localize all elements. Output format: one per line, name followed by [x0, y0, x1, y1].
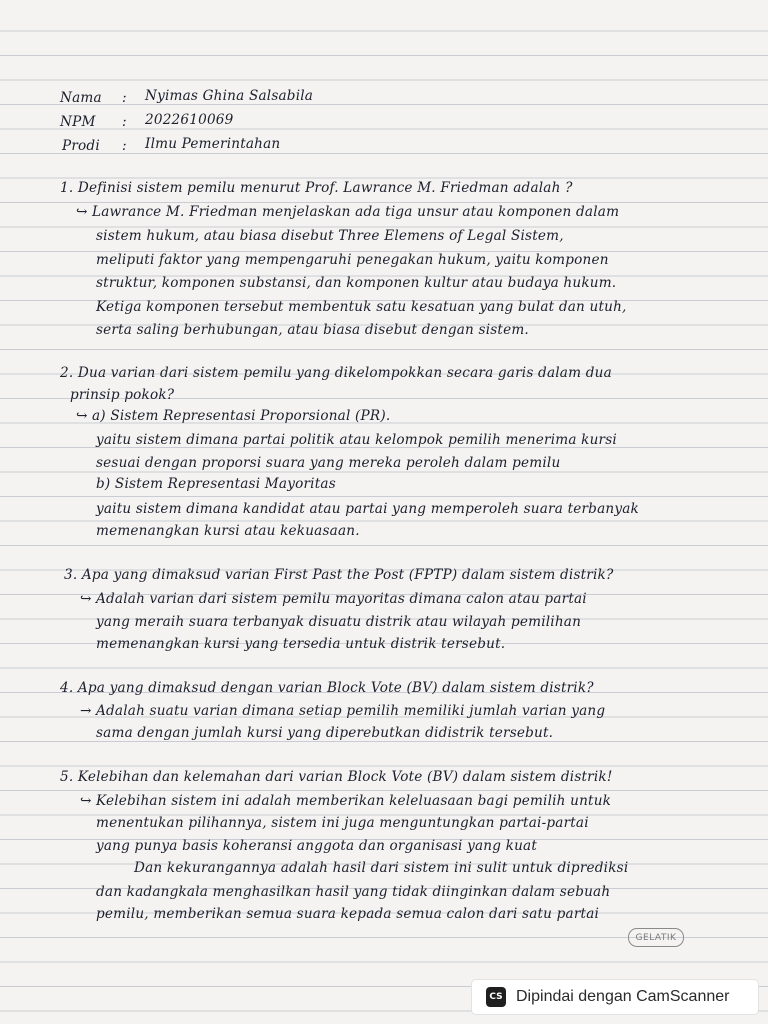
- notebook-brand-stamp: GELATIK: [628, 928, 684, 947]
- answer-1-text-1: Lawrance M. Friedman menjelaskan ada tiga unsur atau komponen dalam: [92, 204, 620, 220]
- npm-separator: :: [122, 114, 127, 130]
- answer-1-text-4: struktur, komponen substansi, dan komponen kultur atau budaya hukum.: [96, 275, 617, 291]
- answer-2b-heading: b) Sistem Representasi Mayoritas: [96, 476, 336, 492]
- answer-line: ↪ a) Sistem Representasi Proporsional (PR).: [76, 408, 391, 424]
- camscanner-logo-icon: CS: [486, 987, 506, 1007]
- answer-3-text-3: memenangkan kursi yang tersedia untuk distrik tersebut.: [96, 636, 506, 652]
- answer-1-text-6: serta saling berhubungan, atau biasa disebut dengan sistem.: [96, 322, 529, 338]
- answer-5-text-6: pemilu, memberikan semua suara kepada semua calon dari satu partai: [96, 906, 600, 922]
- question-5: 5. Kelebihan dan kelemahan dari varian Block Vote (BV) dalam sistem distrik!: [60, 769, 613, 785]
- answer-3-text-1: Adalah varian dari sistem pemilu mayoritas dimana calon atau partai: [96, 591, 587, 607]
- nama-separator: :: [122, 90, 127, 106]
- answer-4-text-1: Adalah suatu varian dimana setiap pemilih memiliki jumlah varian yang: [96, 703, 606, 719]
- answer-line: ↪ Kelebihan sistem ini adalah memberikan keleluasaan bagi pemilih untuk: [80, 793, 612, 809]
- answer-5-text-4: Dan kekurangannya adalah hasil dari sistem ini sulit untuk diprediksi: [134, 860, 629, 876]
- answer-4-text-2: sama dengan jumlah kursi yang diperebutkan didistrik tersebut.: [96, 725, 554, 741]
- answer-5-text-2: menentukan pilihannya, sistem ini juga menguntungkan partai-partai: [96, 815, 589, 831]
- answer-2a-text-2: sesuai dengan proporsi suara yang mereka peroleh dalam pemilu: [96, 455, 561, 471]
- nama-value: Nyimas Ghina Salsabila: [145, 88, 314, 104]
- answer-line: → Adalah suatu varian dimana setiap pemilih memiliki jumlah varian yang: [80, 703, 606, 719]
- question-3: 3. Apa yang dimaksud varian First Past the Post (FPTP) dalam sistem distrik?: [64, 567, 614, 583]
- nama-label: Nama: [60, 90, 102, 106]
- question-2-cont: prinsip pokok?: [70, 387, 175, 403]
- camscanner-watermark: [472, 980, 758, 1014]
- answer-1-text-3: meliputi faktor yang mempengaruhi penegakan hukum, yaitu komponen: [96, 252, 609, 268]
- question-2: 2. Dua varian dari sistem pemilu yang dikelompokkan secara garis dalam dua: [60, 365, 612, 381]
- answer-2b-text-2: memenangkan kursi atau kekuasaan.: [96, 523, 360, 539]
- answer-5-text-3: yang punya basis koheransi anggota dan organisasi yang kuat: [96, 838, 537, 854]
- question-4: 4. Apa yang dimaksud dengan varian Block Vote (BV) dalam sistem distrik?: [60, 680, 594, 696]
- answer-line: ↪ Lawrance M. Friedman menjelaskan ada tiga unsur atau komponen dalam: [76, 204, 620, 220]
- answer-5-text-1: Kelebihan sistem ini adalah memberikan keleluasaan bagi pemilih untuk: [96, 793, 612, 809]
- answer-1-text-2: sistem hukum, atau biasa disebut Three Elemens of Legal Sistem,: [96, 228, 564, 244]
- answer-line: ↪ Adalah varian dari sistem pemilu mayoritas dimana calon atau partai: [80, 591, 587, 607]
- answer-5-text-5: dan kadangkala menghasilkan hasil yang tidak diinginkan dalam sebuah: [96, 884, 611, 900]
- camscanner-watermark-text: Dipindai dengan CamScanner: [516, 988, 730, 1005]
- npm-label: NPM: [60, 114, 96, 130]
- answer-2b-text-1: yaitu sistem dimana kandidat atau partai yang memperoleh suara terbanyak: [96, 501, 639, 517]
- answer-3-text-2: yang meraih suara terbanyak disuatu distrik atau wilayah pemilihan: [96, 614, 582, 630]
- prodi-separator: :: [122, 138, 127, 154]
- prodi-label: Prodi: [62, 138, 100, 154]
- question-1: 1. Definisi sistem pemilu menurut Prof. Lawrance M. Friedman adalah ?: [60, 180, 573, 196]
- prodi-value: Ilmu Pemerintahan: [145, 136, 281, 152]
- npm-value: 2022610069: [145, 112, 234, 128]
- answer-2a-text-1: yaitu sistem dimana partai politik atau kelompok pemilih menerima kursi: [96, 432, 617, 448]
- answer-2a-heading: a) Sistem Representasi Proporsional (PR).: [92, 408, 391, 424]
- answer-1-text-5: Ketiga komponen tersebut membentuk satu kesatuan yang bulat dan utuh,: [96, 299, 627, 315]
